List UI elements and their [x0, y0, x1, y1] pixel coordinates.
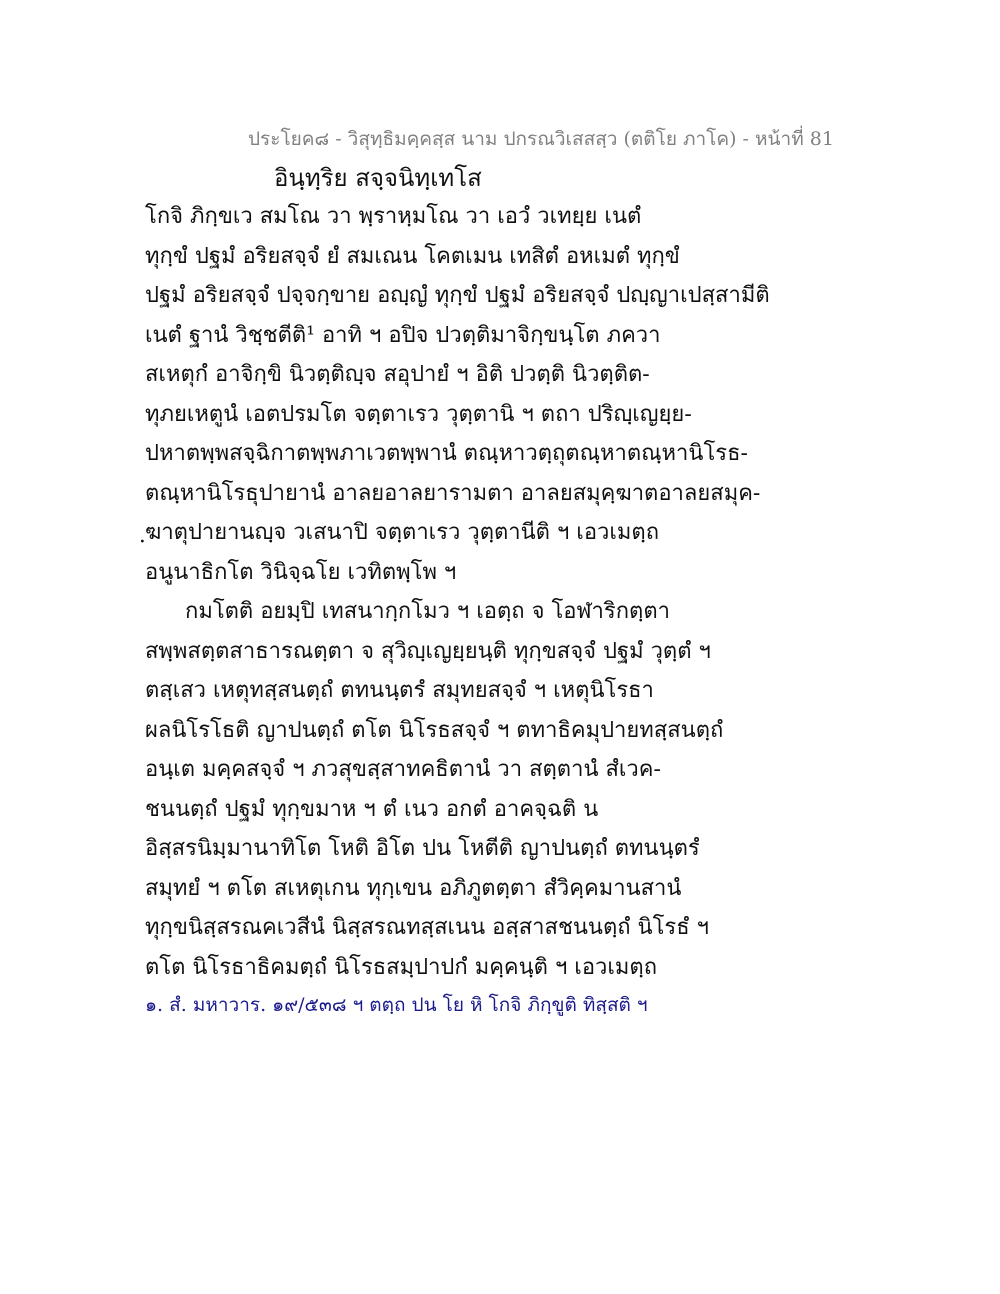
body-line-11: กมโตติ อยมฺปิ เทสนากฺกโมว ฯ เอตฺถ จ โอฬาริกตฺตา [185, 599, 670, 624]
body-line-13: ตสฺเสว เหตุทสฺสนตฺถํ ตทนนฺตรํ สมุทยสจฺจํ ฯ เหตุนิโรธา [145, 678, 654, 703]
body-line-12: สพฺพสตฺตสาธารณตฺตา จ สุวิญฺเญยฺยนฺติ ทุกฺขสจฺจํ ปฐมํ วุตฺตํ ฯ [145, 638, 711, 664]
section-heading: อินฺทฺริย สจฺจนิทฺเทโส [274, 164, 482, 192]
body-line-5: สเหตุกํ อาจิกฺขิ นิวตฺติญฺจ สอุปายํ ฯ อิติ ปวตฺติ นิวตฺติต- [145, 362, 650, 387]
body-line-10: อนูนาธิกโต วินิจฺฉโย เวทิตพฺโพ ฯ [145, 559, 457, 585]
body-line-2: ทุกฺขํ ปฐมํ อริยสจฺจํ ยํ สมเณน โคตเมน เทสิตํ อหเมตํ ทุกฺขํ [145, 243, 680, 269]
body-line-7: ปหาตพฺพสจฺฉิกาตพฺพภาเวตพฺพานํ ตณฺหาวตฺถุตณฺหาตณฺหานิโรธ- [145, 441, 748, 466]
body-line-14: ผลนิโรโธติ ญาปนตฺถํ ตโต นิโรธสจฺจํ ฯ ตทาธิคมุปายทสฺสนตฺถํ [145, 717, 724, 743]
body-line-19: ทุกฺขนิสฺสรณคเวสีนํ นิสฺสรณทสฺสเนน อสฺสาสชนนตฺถํ นิโรธํ ฯ [145, 915, 710, 940]
body-line-4: เนตํ ฐานํ วิชฺชตีติ¹ อาทิ ฯ อปิจ ปวตฺติมาจิกฺขนฺโต ภควา [145, 322, 661, 348]
footnote: ๑. สํ. มหาวาร. ๑๙/๕๓๘ ฯ ตตฺถ ปน โย หิ โกจิ ภิกฺขูติ ทิสฺสติ ฯ [145, 994, 648, 1016]
body-line-8: ตณฺหานิโรธุปายานํ อาลยอาลยารามตา อาลยสมุคฺฆาตอาลยสมุค- [145, 480, 761, 506]
body-line-18: สมุทยํ ฯ ตโต สเหตุเกน ทุกฺเขน อภิภูตตฺตา สํวิคฺคมานสานํ [145, 875, 682, 901]
body-line-9: ฺฆาตุปายานญฺจ วเสนาปิ จตฺตาเรว วุตฺตานีติ ฯ เอวเมตฺถ [145, 520, 660, 545]
body-line-3: ปฐมํ อริยสจฺจํ ปจฺจกฺขาย อญฺญํ ทุกฺขํ ปฐมํ อริยสจฺจํ ปญฺญาเปสฺสามีติ [145, 283, 770, 308]
body-line-1: โกจิ ภิกฺขเว สมโณ วา พฺราหฺมโณ วา เอวํ วเทยฺย เนตํ [145, 204, 642, 229]
body-line-15: อนฺเต มคฺคสจฺจํ ฯ ภวสุขสฺสาทคธิตานํ วา สตฺตานํ สํเวค- [145, 757, 661, 782]
body-line-16: ชนนตฺถํ ปฐมํ ทุกฺขมาห ฯ ตํ เนว อกตํ อาคจฺฉติ น [145, 796, 599, 822]
body-line-20: ตโต นิโรธาธิคมตฺถํ นิโรธสมฺปาปกํ มคฺคนฺติ ฯ เอวเมตฺถ [145, 954, 658, 980]
body-line-6: ทุภยเหตูนํ เอตปรมโต จตฺตาเรว วุตฺตานิ ฯ ตถา ปริญฺเญยฺย- [145, 401, 692, 427]
body-text [145, 197, 770, 987]
page-header: ประโยค๘ - วิสุทฺธิมคฺคสฺส นาม ปกรณวิเสสสฺว (ตติโย ภาโค) - หน้าที่ 81 [248, 128, 834, 150]
body-line-17: อิสฺสรนิมฺมานาทิโต โหติ อิโต ปน โหตีติ ญาปนตฺถํ ตทนนฺตรํ [145, 836, 700, 861]
